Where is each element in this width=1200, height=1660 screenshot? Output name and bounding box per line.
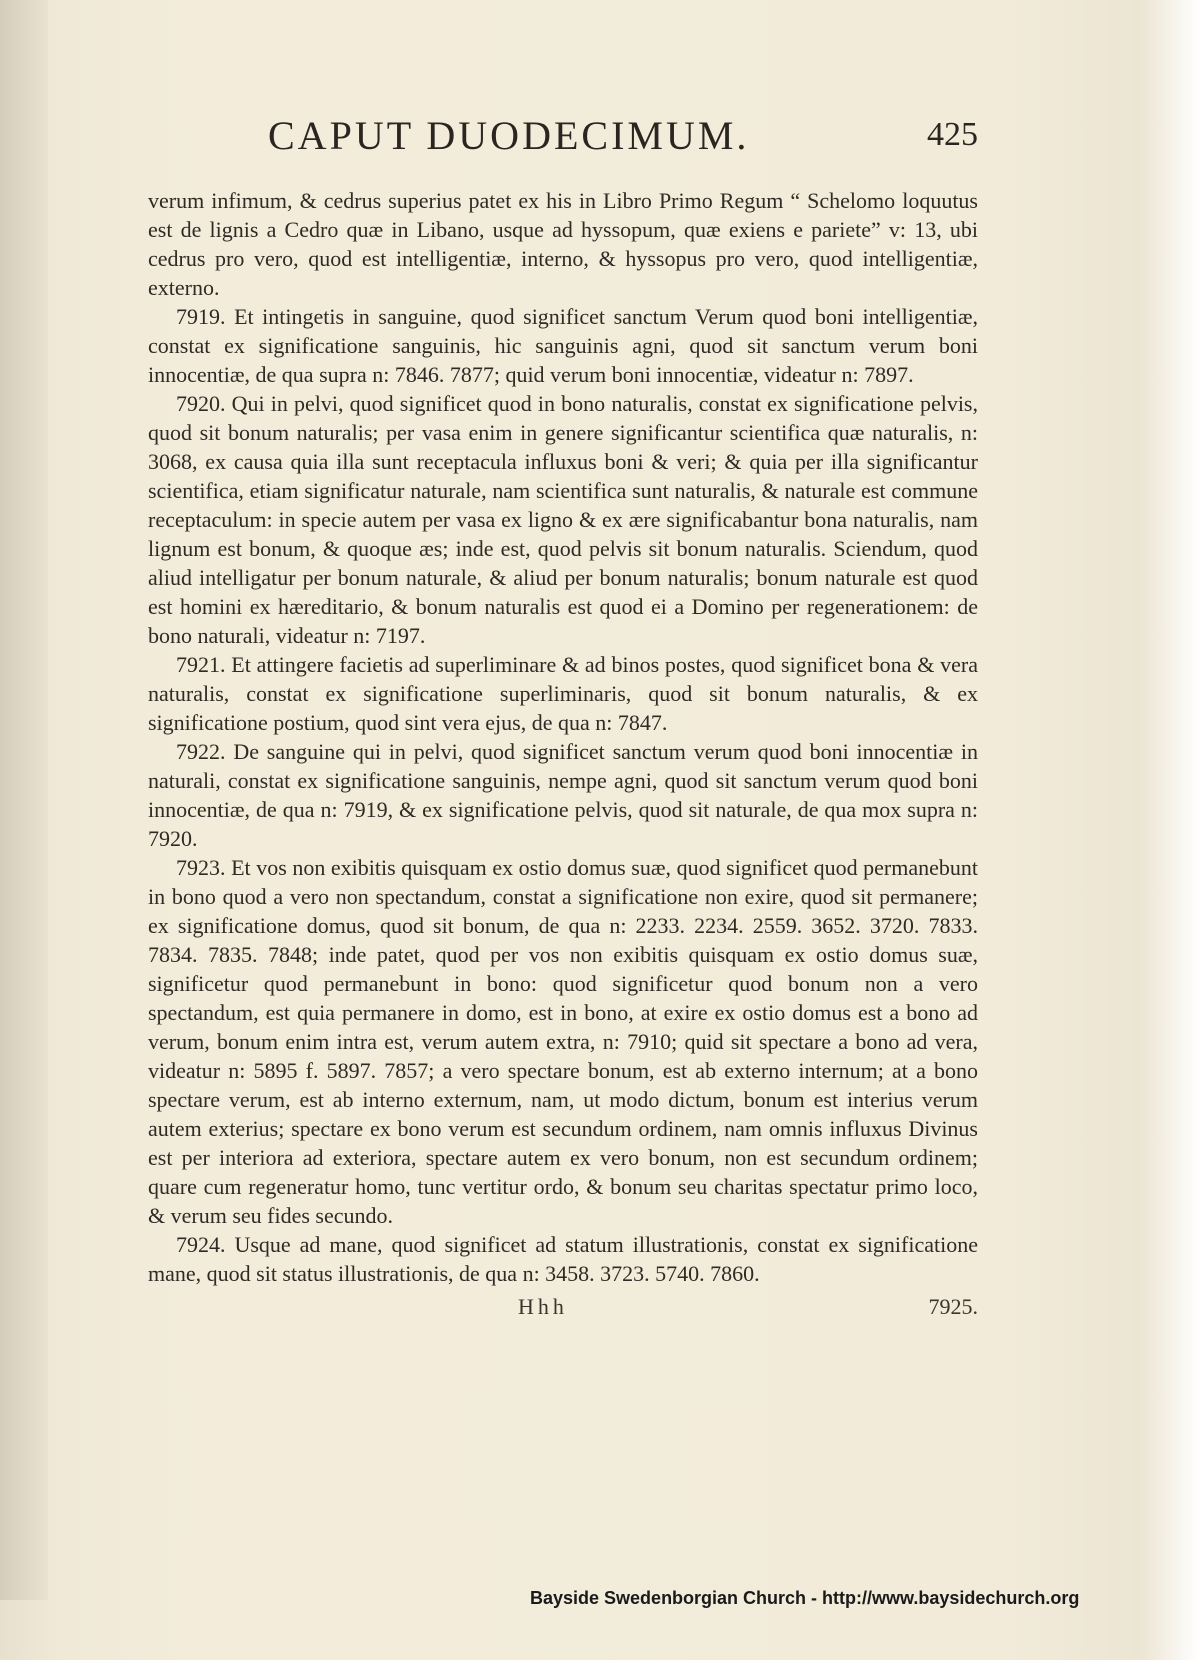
- running-head: [148, 112, 978, 172]
- paragraph-continuation: verum infimum, & cedrus superius patet ex his in Libro Primo Regum “ Schelomo loquutus est de lignis a Cedro quæ in Libano, usque ad hyssopum, quæ exiens e pariete” v: 13, ubi cedrus pro vero, quod est intelligentiæ, interno, & hyssopus pro vero, quod intelligentiæ, externo.: [148, 188, 978, 300]
- chapter-title: CAPUT DUODECIMUM.: [268, 113, 750, 158]
- paragraph-7920: 7920. Qui in pelvi, quod significet quod in bono naturalis, constat ex significatione pelvis, quod sit bonum naturalis; per vasa enim in genere significantur scientifica quæ naturalis, n: 3068, ex causa quia illa sunt receptacula influxus boni & veri; & quia per illa significantur scientifica, etiam significatur naturale, nam scientifica sunt naturalis, & naturale est commune receptaculum: in specie autem per vasa ex ligno & ex ære significabantur bona naturalis, nam lignum est bonum, & quoque æs; inde est, quod pelvis sit bonum naturalis. Sciendum, quod aliud intelligatur per bonum naturale, & aliud per bonum naturalis; bonum naturale est quod est homini ex hæreditario, & bonum naturalis est quod ei a Domino per regenerationem: de bono naturali, videatur n: 7197.: [148, 391, 978, 648]
- source-watermark: Bayside Swedenborgian Church - http://www.baysidechurch.org: [530, 1588, 1080, 1608]
- text-block: [148, 112, 978, 1334]
- paragraph-7921: 7921. Et attingere facietis ad superliminare & ad binos postes, quod significet bona & vera naturalis, constat ex significatione superliminaris, quod sit bonum naturalis, & ex significatione postium, quod sint vera ejus, de qua n: 7847.: [148, 652, 978, 735]
- paragraph-7922: 7922. De sanguine qui in pelvi, quod significet sanctum verum quod boni innocentiæ in naturali, constat ex significatione sanguinis, nempe agni, quod sit sanctum verum quod boni innocentiæ, de qua n: 7919, & ex significatione pelvis, quod sit naturale, de qua mox supra n: 7920.: [148, 739, 978, 851]
- catchword: 7925.: [928, 1294, 978, 1319]
- page-number: 425: [927, 116, 978, 153]
- paragraph-7924: 7924. Usque ad mane, quod significet ad statum illustrationis, constat ex significatione mane, quod sit status illustrationis, de qua n: 3458. 3723. 5740. 7860.: [148, 1232, 978, 1286]
- body-text: [148, 186, 978, 1288]
- paragraph-7923: 7923. Et vos non exibitis quisquam ex ostio domus suæ, quod significet quod permanebunt in bono quod a vero non spectandum, constat a significatione non exire, quod sit permanere; ex significatione domus, quod sit bonum, de qua n: 2233. 2234. 2559. 3652. 3720. 7833. 7834. 7835. 7848; inde patet, quod per vos non exibitis quisquam ex ostio domus suæ, significetur quod permanebunt in bono: quod significetur quod bonum non a vero spectandum, est quia permanere in domo, est in bono, at exire ex ostio domus est a bono ad verum, bonum enim intra est, verum autem extra, n: 7910; quid sit spectare a bono ad vera, videatur n: 5895 f. 5897. 7857; a vero spectare bonum, est ab externo internum; at a bono spectare verum, est ab interno externum, nam, ut modo dictum, bonum est interius verum autem exterius; spectare ex bono verum est secundum ordinem, nam omnis influxus Divinus est per interiora ad exteriora, spectare autem ex vero bonum, non est secundum ordinem; quare cum regeneratur homo, tunc vertitur ordo, & bonum seu charitas spectatur primo loco, & verum seu fides secundo.: [148, 855, 978, 1228]
- page-footer: [148, 1294, 978, 1334]
- signature-mark: Hhh: [518, 1294, 568, 1319]
- paragraph-7919: 7919. Et intingetis in sanguine, quod significet sanctum Verum quod boni intelligentiæ, constat ex significatione sanguinis, hic sanguinis agni, quod sit sanctum verum boni innocentiæ, de qua supra n: 7846. 7877; quid verum boni innocentiæ, videatur n: 7897.: [148, 304, 978, 387]
